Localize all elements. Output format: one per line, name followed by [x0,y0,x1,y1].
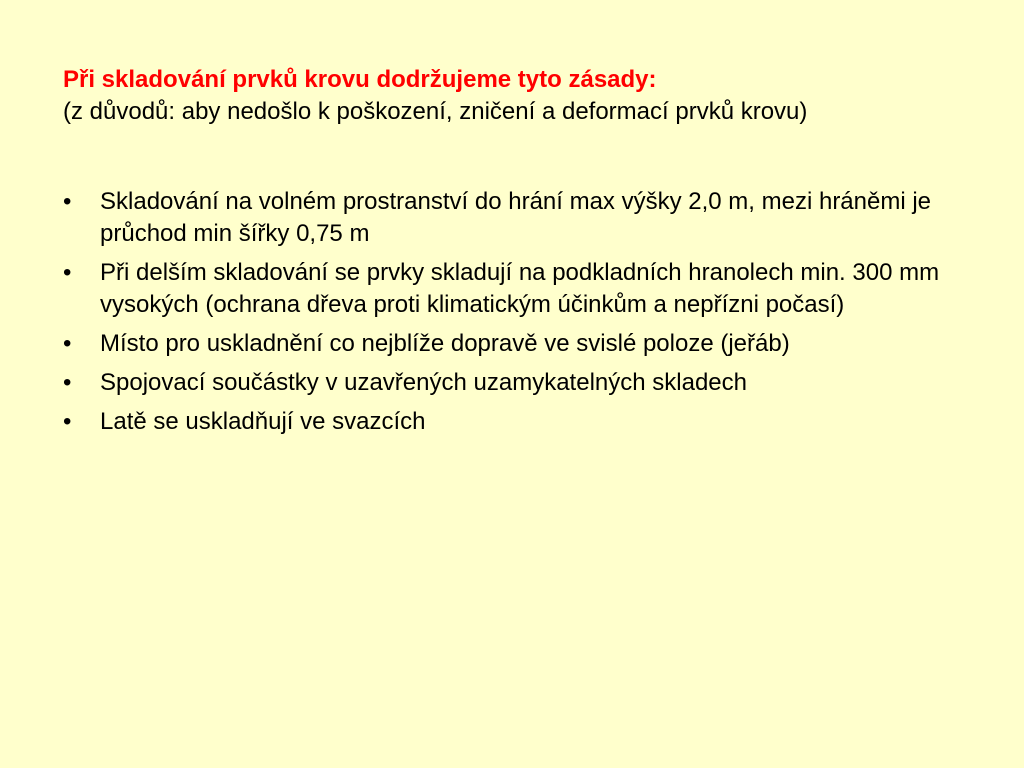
bullet-item [63,186,963,250]
bullet-item [63,328,963,360]
bullet-text: Místo pro uskladnění co nejblíže dopravě ve svislé poloze (jeřáb) [100,330,790,357]
slide-title: Při skladování prvků krovu dodržujeme tyto zásady: [63,66,657,93]
bullet-dot-icon: • [63,408,72,435]
slide-subtitle: (z důvodů: aby nedošlo k poškození, zničení a deformací prvků krovu) [63,98,808,125]
bullet-text: Při delším skladování se prvky skladují na podkladních hranolech min. 300 mm vysokých (ochrana dřeva proti klimatickým účinkům a nepřízni počasí) [100,259,940,318]
bullet-list [63,186,963,445]
bullet-text: Spojovací součástky v uzavřených uzamykatelných skladech [100,369,747,396]
bullet-item [63,367,963,399]
bullet-item [63,257,963,321]
slide-header [63,64,983,128]
bullet-item [63,406,963,438]
bullet-dot-icon: • [63,330,72,357]
bullet-dot-icon: • [63,259,72,286]
bullet-text: Skladování na volném prostranství do hrání max výšky 2,0 m, mezi hráněmi je průchod min šířky 0,75 m [100,188,932,247]
bullet-text: Latě se uskladňují ve svazcích [100,408,426,435]
bullet-dot-icon: • [63,369,72,396]
bullet-dot-icon: • [63,188,72,215]
